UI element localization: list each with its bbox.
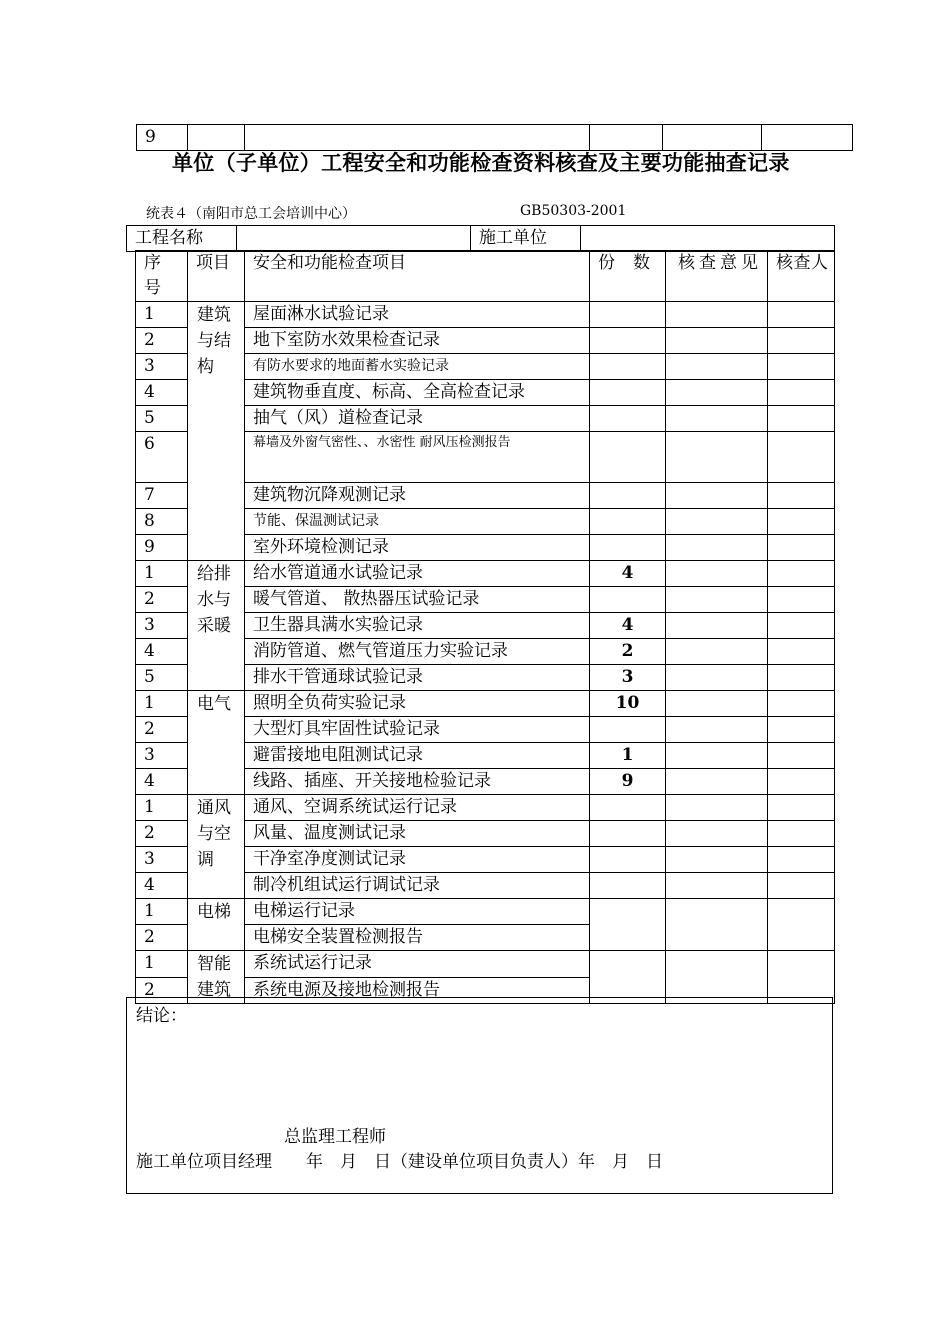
opinion-cell[interactable] (666, 639, 768, 665)
table-row (136, 302, 835, 328)
project-name-label: 工程名称 (127, 226, 237, 252)
seq-cell: 4 (136, 769, 188, 795)
column-header-inspector: 核查人 (768, 251, 835, 302)
seq-cell: 4 (136, 380, 188, 406)
check-item-cell: 干净室净度测试记录 (245, 847, 590, 873)
seq-cell: 3 (136, 354, 188, 380)
seq-cell: 3 (136, 847, 188, 873)
opinion-cell[interactable] (666, 795, 768, 821)
opinion-cell[interactable] (666, 302, 768, 328)
copies-cell[interactable]: 3 (590, 665, 666, 691)
signature-line: 施工单位项目经理 年 月 日（建设单位项目负责人）年 月 日 (136, 1152, 663, 1172)
inspector-cell[interactable] (768, 743, 835, 769)
conclusion-label: 结论： (136, 1006, 187, 1026)
opinion-cell[interactable] (666, 769, 768, 795)
check-item-cell: 室外环境检测记录 (245, 535, 590, 561)
check-item-cell: 给水管道通水试验记录 (245, 561, 590, 587)
check-item-cell: 建筑物沉降观测记录 (245, 483, 590, 509)
seq-cell: 4 (136, 873, 188, 899)
seq-cell: 3 (136, 743, 188, 769)
inspector-cell[interactable] (768, 328, 835, 354)
seq-cell: 4 (136, 639, 188, 665)
previous-page-fragment-table (136, 124, 853, 151)
copies-cell[interactable] (590, 354, 666, 380)
section-name-cell: 智能建筑 (188, 951, 245, 1004)
check-item-cell: 卫生器具满水实验记录 (245, 613, 590, 639)
seq-cell: 5 (136, 406, 188, 432)
seq-cell: 2 (136, 821, 188, 847)
section-name-cell: 电气 (188, 691, 245, 795)
check-item-cell: 排水干管通球试验记录 (245, 665, 590, 691)
check-item-cell: 制冷机组试运行调试记录 (245, 873, 590, 899)
seq-cell: 1 (136, 899, 188, 925)
copies-cell[interactable] (590, 406, 666, 432)
column-header-opinion: 核查意见 (666, 251, 768, 302)
seq-cell: 1 (136, 302, 188, 328)
opinion-cell[interactable] (666, 354, 768, 380)
section-name-cell: 通风与空调 (188, 795, 245, 899)
column-header-item: 项目 (188, 251, 245, 302)
copies-cell[interactable] (590, 483, 666, 509)
copies-cell[interactable] (590, 847, 666, 873)
seq-cell: 1 (136, 951, 188, 978)
check-item-cell: 系统试运行记录 (245, 951, 590, 978)
seq-cell: 2 (136, 977, 188, 1004)
check-item-cell: 暖气管道、 散热器压试验记录 (245, 587, 590, 613)
inspector-cell[interactable] (768, 561, 835, 587)
inspector-cell[interactable] (768, 873, 835, 899)
check-item-cell: 通风、空调系统试运行记录 (245, 795, 590, 821)
opinion-cell[interactable] (666, 613, 768, 639)
opinion-cell[interactable] (666, 847, 768, 873)
copies-cell[interactable] (590, 795, 666, 821)
table-row (136, 561, 835, 587)
check-item-cell: 避雷接地电阻测试记录 (245, 743, 590, 769)
check-item-cell: 节能、保温测试记录 (245, 509, 590, 535)
inspector-cell[interactable] (768, 717, 835, 743)
inspector-cell[interactable] (768, 847, 835, 873)
inspector-cell[interactable] (768, 639, 835, 665)
seq-cell: 1 (136, 795, 188, 821)
table-row (136, 899, 835, 925)
copies-cell[interactable]: 2 (590, 639, 666, 665)
opinion-cell[interactable] (666, 665, 768, 691)
opinion-cell[interactable] (666, 691, 768, 717)
copies-cell[interactable] (590, 535, 666, 561)
seq-cell: 9 (136, 535, 188, 561)
check-item-cell: 有防水要求的地面蓄水实验记录 (245, 354, 590, 380)
check-item-cell: 大型灯具牢固性试验记录 (245, 717, 590, 743)
seq-cell: 3 (136, 613, 188, 639)
column-header-row (136, 251, 835, 302)
opinion-cell[interactable] (666, 951, 768, 1004)
opinion-cell[interactable] (666, 717, 768, 743)
opinion-cell[interactable] (666, 535, 768, 561)
inspector-cell[interactable] (768, 535, 835, 561)
opinion-cell[interactable] (666, 873, 768, 899)
opinion-cell[interactable] (666, 432, 768, 483)
opinion-cell[interactable] (666, 743, 768, 769)
seq-cell: 2 (136, 925, 188, 951)
check-item-cell: 电梯安全装置检测报告 (245, 925, 590, 951)
copies-cell[interactable]: 10 (590, 691, 666, 717)
check-item-cell: 消防管道、燃气管道压力实验记录 (245, 639, 590, 665)
table-row (136, 691, 835, 717)
inspector-cell[interactable] (768, 821, 835, 847)
inspector-cell[interactable] (768, 406, 835, 432)
inspector-cell[interactable] (768, 691, 835, 717)
opinion-cell[interactable] (666, 483, 768, 509)
seq-cell: 2 (136, 587, 188, 613)
copies-cell[interactable]: 4 (590, 613, 666, 639)
seq-cell: 1 (136, 561, 188, 587)
opinion-cell[interactable] (666, 899, 768, 951)
chief-supervisor-label: 总监理工程师 (284, 1127, 386, 1147)
check-item-cell: 屋面淋水试验记录 (245, 302, 590, 328)
inspector-cell[interactable] (768, 380, 835, 406)
inspector-cell[interactable] (768, 587, 835, 613)
copies-cell[interactable]: 1 (590, 743, 666, 769)
table-row (136, 951, 835, 978)
opinion-cell[interactable] (666, 328, 768, 354)
inspector-cell[interactable] (768, 769, 835, 795)
opinion-cell[interactable] (666, 509, 768, 535)
seq-cell: 6 (136, 432, 188, 483)
check-item-cell: 建筑物垂直度、标高、全高检查记录 (245, 380, 590, 406)
copies-cell[interactable] (590, 509, 666, 535)
copies-cell[interactable]: 4 (590, 561, 666, 587)
seq-cell: 9 (137, 125, 188, 151)
copies-cell[interactable] (590, 899, 666, 951)
inspector-cell[interactable] (768, 899, 835, 951)
check-item-cell: 照明全负荷实验记录 (245, 691, 590, 717)
document-title: 单位（子单位）工程安全和功能检查资料核查及主要功能抽查记录 (172, 150, 790, 175)
column-header-seq: 序号 (136, 251, 188, 302)
contractor-label: 施工单位 (471, 226, 581, 252)
inspector-cell[interactable] (768, 483, 835, 509)
standard-code: GB50303-2001 (520, 203, 627, 219)
copies-cell[interactable] (590, 328, 666, 354)
copies-cell[interactable] (590, 302, 666, 328)
inspector-cell[interactable] (768, 354, 835, 380)
table-row (136, 795, 835, 821)
column-header-check: 安全和功能检查项目 (245, 251, 590, 302)
check-item-cell: 线路、插座、开关接地检验记录 (245, 769, 590, 795)
opinion-cell[interactable] (666, 587, 768, 613)
section-name-cell: 建筑与结构 (188, 302, 245, 561)
opinion-cell[interactable] (666, 561, 768, 587)
inspector-cell[interactable] (768, 302, 835, 328)
section-name-cell: 电梯 (188, 899, 245, 951)
inspector-cell[interactable] (768, 795, 835, 821)
check-item-cell: 抽气（风）道检查记录 (245, 406, 590, 432)
seq-cell: 2 (136, 328, 188, 354)
copies-cell[interactable] (590, 951, 666, 1004)
project-name-value[interactable] (237, 226, 471, 252)
copies-cell[interactable] (590, 587, 666, 613)
inspector-cell[interactable] (768, 509, 835, 535)
opinion-cell[interactable] (666, 380, 768, 406)
inspector-cell[interactable] (768, 613, 835, 639)
column-header-copies: 份数 (590, 251, 666, 302)
copies-cell[interactable] (590, 717, 666, 743)
seq-cell: 2 (136, 717, 188, 743)
seq-cell: 7 (136, 483, 188, 509)
opinion-cell[interactable] (666, 406, 768, 432)
table-row (127, 226, 835, 252)
seq-cell: 5 (136, 665, 188, 691)
copies-cell[interactable] (590, 821, 666, 847)
check-item-cell: 地下室防水效果检查记录 (245, 328, 590, 354)
section-name-cell: 给排水与采暖 (188, 561, 245, 691)
copies-cell[interactable] (590, 432, 666, 483)
conclusion-box (126, 997, 833, 1194)
copies-cell[interactable]: 9 (590, 769, 666, 795)
check-item-cell: 风量、温度测试记录 (245, 821, 590, 847)
opinion-cell[interactable] (666, 821, 768, 847)
check-item-cell: 幕墙及外窗气密性、、水密性 耐风压检测报告 (245, 432, 590, 483)
form-number: 统表４（南阳市总工会培训中心） (146, 206, 356, 222)
project-header-table (126, 225, 835, 252)
seq-cell: 8 (136, 509, 188, 535)
copies-cell[interactable] (590, 380, 666, 406)
contractor-value[interactable] (581, 226, 835, 252)
inspector-cell[interactable] (768, 951, 835, 1004)
copies-cell[interactable] (590, 873, 666, 899)
check-item-cell: 电梯运行记录 (245, 899, 590, 925)
seq-cell: 1 (136, 691, 188, 717)
check-item-cell: 系统电源及接地检测报告 (245, 977, 590, 1004)
inspection-table (135, 250, 835, 1004)
inspector-cell[interactable] (768, 432, 835, 483)
inspector-cell[interactable] (768, 665, 835, 691)
table-row (137, 125, 853, 151)
